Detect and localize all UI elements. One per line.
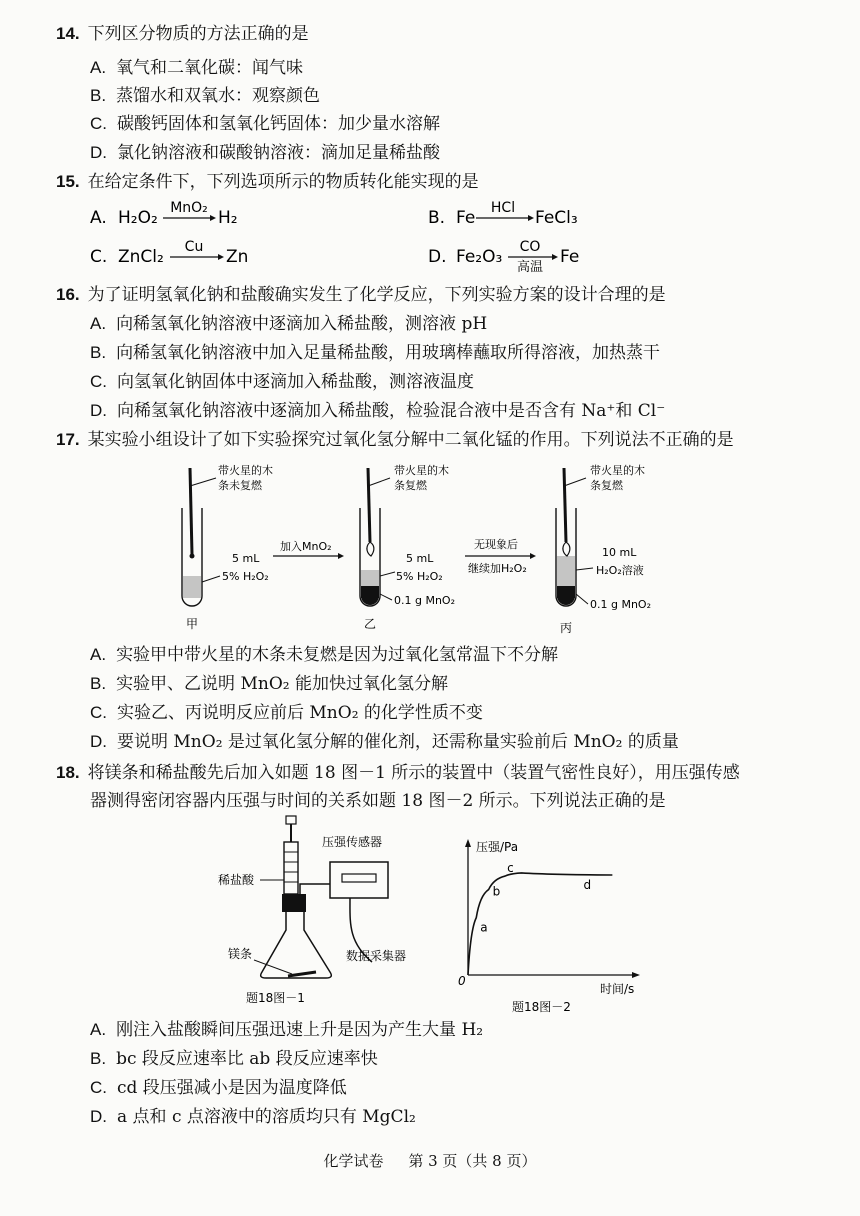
- svg-text:5% H₂O₂: 5% H₂O₂: [396, 570, 443, 583]
- footer-page-number: 第 3 页（共 8 页）: [408, 1152, 537, 1170]
- tube-jia: [182, 463, 273, 631]
- svg-text:条复燃: 条复燃: [394, 479, 427, 492]
- svg-text:带火星的木: 带火星的木: [590, 464, 645, 477]
- q15-a-arrowhead: [210, 215, 216, 221]
- svg-text:条未复燃: 条未复燃: [218, 479, 262, 492]
- question-stem: 在给定条件下，下列选项所示的物质转化能实现的是: [87, 172, 479, 192]
- flame-yi: [367, 542, 374, 556]
- q15-option-b-label: B.: [428, 208, 446, 228]
- point-label-a: a: [480, 920, 488, 935]
- question-16: [56, 285, 666, 305]
- q14-option-d: D. 氯化钠溶液和碳酸钠溶液：滴加足量稀盐酸: [90, 143, 440, 163]
- x-axis-label: 时间/s: [600, 982, 635, 996]
- q15-c-product: Zn: [226, 247, 249, 267]
- q14-option-c: C. 碳酸钙固体和氢氧化钙固体：加少量水溶解: [90, 114, 440, 134]
- question-stem: 为了证明氢氧化钠和盐酸确实发生了化学反应，下列实验方案的设计合理的是: [87, 285, 666, 305]
- svg-text:5 mL: 5 mL: [232, 552, 260, 565]
- label-bing: 丙: [560, 621, 573, 635]
- q15-b-product: FeCl₃: [535, 208, 578, 228]
- point-label-b: b: [492, 884, 501, 899]
- question-18-line2: [90, 791, 666, 811]
- q15-b-arrowhead: [528, 215, 534, 221]
- q15-b-reactant: Fe: [456, 208, 476, 228]
- svg-text:加入MnO₂: 加入MnO₂: [280, 540, 332, 553]
- label-yi: 乙: [364, 617, 377, 631]
- svg-text:5 mL: 5 mL: [406, 552, 434, 565]
- q14-option-b: B. 蒸馏水和双氧水：观察颜色: [90, 86, 321, 106]
- fig18-1-apparatus: [200, 812, 440, 1012]
- point-label-d: d: [583, 878, 592, 892]
- q15-d-arrowhead: [552, 254, 558, 260]
- q15-a-reactant: H₂O₂: [118, 208, 158, 228]
- q17-experiment-diagram: [150, 458, 710, 638]
- q17-option-a: A. 实验甲中带火星的木条未复燃是因为过氧化氢常温下不分解: [90, 645, 559, 665]
- y-axis-label: 压强/Pa: [476, 840, 519, 854]
- q15-d-product: Fe: [560, 247, 580, 267]
- footer-subject: 化学试卷: [323, 1152, 384, 1170]
- question-number: 15.: [56, 172, 80, 191]
- question-number: 17.: [56, 430, 80, 449]
- q17-option-c: C. 实验乙、丙说明反应前后 MnO₂ 的化学性质不变: [90, 703, 483, 723]
- q15-option-a-label: A.: [90, 208, 107, 228]
- conical-flask: [261, 912, 332, 978]
- svg-text:H₂O₂溶液: H₂O₂溶液: [596, 564, 644, 577]
- tube-yi: [360, 463, 455, 631]
- q15-a-condition: MnO₂: [170, 200, 208, 216]
- question-18: [56, 763, 740, 783]
- page-footer: [0, 1150, 860, 1171]
- q15-c-condition: Cu: [184, 239, 204, 255]
- fig18-2-pressure-time-chart: [450, 835, 650, 1015]
- q18-option-c: C. cd 段压强减小是因为温度降低: [90, 1078, 347, 1098]
- splint-jia: [190, 468, 192, 554]
- svg-text:10 mL: 10 mL: [602, 546, 637, 559]
- svg-text:无现象后: 无现象后: [474, 538, 518, 551]
- question-stem-line1: 将镁条和稀盐酸先后加入如题 18 图－1 所示的装置中（装置气密性良好），用压强传感: [87, 763, 740, 783]
- svg-text:稀盐酸: 稀盐酸: [218, 873, 255, 887]
- question-stem: 某实验小组设计了如下实验探究过氧化氢分解中二氧化锰的作用。下列说法不正确的是: [87, 430, 734, 450]
- splint-bing: [564, 468, 566, 542]
- q15-c-arrowhead: [218, 254, 224, 260]
- mg-ribbon: [288, 972, 316, 976]
- q15-d-condition-top: CO: [519, 239, 541, 255]
- svg-text:0.1 g MnO₂: 0.1 g MnO₂: [590, 598, 651, 611]
- q18-option-b: B. bc 段反应速率比 ab 段反应速率快: [90, 1049, 378, 1069]
- pressure-sensor: [330, 862, 388, 898]
- question-stem-line2: 器测得密闭容器内压强与时间的关系如题 18 图－2 所示。下列说法正确的是: [90, 791, 666, 811]
- question-15: [56, 172, 479, 192]
- q15-reactions: [0, 195, 860, 275]
- stopper: [282, 894, 306, 912]
- svg-text:数据采集器: 数据采集器: [346, 949, 407, 963]
- q15-c-reactant: ZnCl₂: [118, 247, 164, 267]
- splint-yi: [368, 468, 370, 542]
- q15-d-reactant: Fe₂O₃: [456, 247, 503, 267]
- svg-text:条复燃: 条复燃: [590, 479, 623, 492]
- q15-b-condition: HCl: [490, 200, 516, 216]
- question-stem: 下列区分物质的方法正确的是: [87, 24, 309, 44]
- q14-option-a: A. 氧气和二氧化碳：闻气味: [90, 58, 304, 78]
- q17-option-b: B. 实验甲、乙说明 MnO₂ 能加快过氧化氢分解: [90, 674, 448, 694]
- q15-option-d-label: D.: [428, 247, 447, 267]
- tube-bing: [556, 463, 651, 635]
- svg-text:镁条: 镁条: [228, 947, 253, 961]
- q16-option-c: C. 向氢氧化钠固体中逐滴加入稀盐酸，测溶液温度: [90, 372, 474, 392]
- svg-text:题18图－1: 题18图－1: [246, 991, 305, 1005]
- q18-option-d: D. a 点和 c 点溶液中的溶质均只有 MgCl₂: [90, 1107, 416, 1127]
- flame-bing: [563, 542, 570, 556]
- syringe: [284, 842, 298, 894]
- q16-option-a: A. 向稀氢氧化钠溶液中逐滴加入稀盐酸，测溶液 pH: [90, 314, 488, 334]
- fig18-2-caption: 题18图－2: [512, 1000, 571, 1014]
- q16-option-b: B. 向稀氢氧化钠溶液中加入足量稀盐酸，用玻璃棒蘸取所得溶液，加热蒸干: [90, 343, 661, 363]
- q15-a-product: H₂: [218, 208, 238, 228]
- question-14: [56, 24, 309, 44]
- question-number: 18.: [56, 763, 80, 782]
- label-jia: 甲: [186, 617, 199, 631]
- svg-text:带火星的木: 带火星的木: [218, 464, 273, 477]
- origin-label: 0: [458, 974, 466, 988]
- svg-text:压强传感器: 压强传感器: [322, 835, 383, 849]
- question-number: 14.: [56, 24, 80, 43]
- svg-text:带火星的木: 带火星的木: [394, 464, 449, 477]
- svg-text:0.1 g MnO₂: 0.1 g MnO₂: [394, 594, 455, 607]
- q17-option-d: D. 要说明 MnO₂ 是过氧化氢分解的催化剂，还需称量实验前后 MnO₂ 的质量: [90, 732, 679, 752]
- svg-text:5% H₂O₂: 5% H₂O₂: [222, 570, 269, 583]
- question-17: [56, 430, 734, 450]
- svg-text:继续加H₂O₂: 继续加H₂O₂: [468, 562, 527, 575]
- q15-d-condition-bottom: 高温: [516, 260, 544, 275]
- q16-option-d: D. 向稀氢氧化钠溶液中逐滴加入稀盐酸，检验混合液中是否含有 Na⁺和 Cl⁻: [90, 401, 666, 421]
- point-label-c: c: [507, 861, 514, 876]
- q18-option-a: A. 刚注入盐酸瞬间压强迅速上升是因为产生大量 H₂: [90, 1020, 484, 1040]
- q15-option-c-label: C.: [90, 247, 108, 267]
- question-number: 16.: [56, 285, 80, 304]
